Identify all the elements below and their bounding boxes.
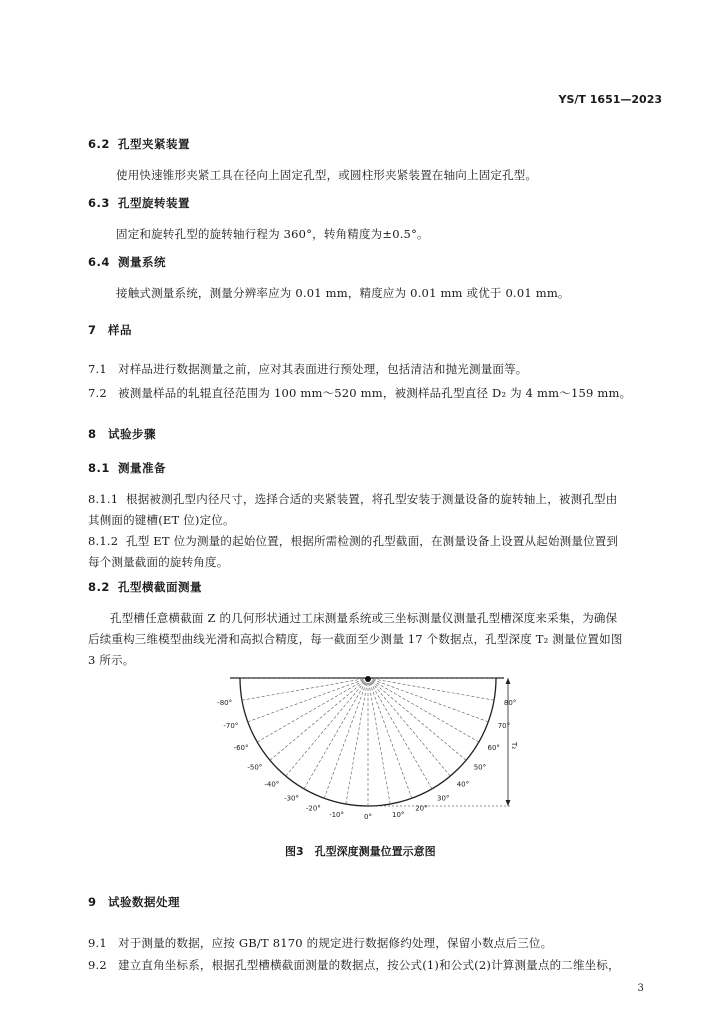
measurement-ray: [368, 678, 466, 760]
clause-number: 8.1.1: [88, 492, 119, 506]
section-8-1-heading: [88, 460, 166, 476]
clause-number: 9.1: [88, 936, 107, 950]
measurement-ray: [248, 678, 368, 722]
clause-text: 孔型 ET 位为测量的起始位置，根据所需检测的孔型截面，在测量设备上设置从起始测量位置到: [126, 534, 619, 548]
section-8-1-1-line2: 其侧面的键槽(ET 位)定位。: [88, 513, 235, 527]
angle-label: -60°: [233, 744, 249, 752]
section-number: 8: [88, 427, 97, 441]
section-6-3-text: 固定和旋转孔型的旋转轴行程为 360°，转角精度为±0.5°。: [116, 227, 429, 241]
depth-label: T₂: [510, 742, 518, 750]
section-8-1-1-line1: [88, 491, 617, 507]
section-number: 7: [88, 323, 97, 337]
section-title: 试验步骤: [108, 427, 156, 441]
arrow-head: [506, 678, 511, 684]
clause-text: 根据被测孔型内径尺寸，选择合适的夹紧装置，将孔型安装于测量设备的旋转轴上，被测孔型由: [126, 492, 618, 506]
measurement-ray: [324, 678, 368, 798]
angle-label: 50°: [473, 763, 487, 772]
figure-3-caption: 图3 孔型深度测量位置示意图: [285, 845, 436, 858]
arrow-head: [506, 800, 511, 806]
section-8-1-2-line1: [88, 533, 618, 549]
section-7-heading: [88, 322, 132, 338]
section-6-4-text: 接触式测量系统，测量分辨率应为 0.01 mm，精度应为 0.01 mm 或优于 0.01 mm。: [116, 286, 570, 300]
section-9-1-text: [88, 935, 552, 951]
section-8-2-heading: [88, 579, 202, 595]
section-6-2-text: 使用快速锥形夹紧工具在径向上固定孔型，或圆柱形夹紧装置在轴向上固定孔型。: [116, 168, 538, 182]
section-number: 6.2: [88, 137, 110, 151]
section-9-heading: [88, 894, 180, 910]
angle-label: 70°: [497, 722, 511, 731]
section-6-3-heading: [88, 195, 190, 211]
section-8-1-2-line2: 每个测量截面的旋转角度。: [88, 555, 229, 569]
clause-text: 对于测量的数据，应按 GB/T 8170 的规定进行数据修约处理，保留小数点后三位。: [118, 936, 553, 950]
angle-label: -80°: [217, 699, 233, 707]
angle-label: -40°: [264, 780, 280, 789]
section-8-2-line3: 3 所示。: [88, 653, 135, 667]
measurement-ray: [286, 678, 368, 776]
angle-label: -20°: [305, 804, 321, 813]
measurement-ray: [270, 678, 368, 760]
section-9-2-text: [88, 957, 620, 973]
section-8-heading: [88, 426, 156, 442]
section-title: 孔型旋转装置: [118, 196, 190, 210]
section-title: 测量准备: [118, 461, 166, 475]
section-6-4-heading: [88, 254, 166, 270]
angle-label: 0°: [364, 813, 372, 821]
measurement-ray: [368, 678, 450, 776]
angle-label: 60°: [487, 744, 500, 752]
section-number: 6.3: [88, 196, 110, 210]
angle-label: -30°: [284, 794, 299, 803]
standard-number: YS/T 1651—2023: [558, 93, 662, 106]
figure-3-diagram: [217, 668, 520, 821]
angle-label: 80°: [503, 699, 517, 707]
section-title: 测量系统: [118, 255, 166, 269]
measurement-ray: [368, 678, 488, 722]
angle-label: -70°: [223, 722, 239, 731]
clause-number: 8.1.2: [88, 534, 119, 548]
clause-number: 7.1: [88, 362, 107, 376]
section-title: 孔型横截面测量: [118, 580, 202, 594]
section-6-2-heading: [88, 136, 190, 152]
clause-text: 建立直角坐标系，根据孔型槽横截面测量的数据点，按公式(1)和公式(2)计算测量点的二维坐标，: [118, 958, 620, 972]
section-title: 样品: [108, 323, 132, 337]
section-number: 8.1: [88, 461, 110, 475]
section-7-2-text: [88, 385, 631, 401]
angle-label: -50°: [247, 763, 263, 772]
section-number: 9: [88, 895, 97, 909]
section-number: 6.4: [88, 255, 110, 269]
section-number: 8.2: [88, 580, 110, 594]
angle-label: 10°: [392, 810, 405, 819]
section-8-2-line1: 孔型槽任意横截面 Z 的几何形状通过工床测量系统或三坐标测量仪测量孔型槽深度来采集，为确保: [110, 611, 618, 625]
center-point: [365, 676, 371, 682]
section-8-2-line2: 后续重构三维模型曲线光滑和高拟合精度，每一截面至少测量 17 个数据点，孔型深度 T₂ 测量位置如图: [88, 632, 623, 646]
clause-text: 被测量样品的轧辊直径范围为 100 mm～520 mm，被测样品孔型直径 D₂ 为 4 mm～159 mm。: [118, 386, 632, 400]
clause-number: 9.2: [88, 958, 107, 972]
clause-text: 对样品进行数据测量之前，应对其表面进行预处理，包括清洁和抛光测量面等。: [118, 362, 528, 376]
section-7-1-text: [88, 361, 528, 377]
section-title: 孔型夹紧装置: [118, 137, 190, 151]
page-number: 3: [637, 983, 644, 994]
angle-label: 20°: [415, 804, 428, 813]
measurement-ray: [368, 678, 412, 798]
angle-label: 40°: [456, 780, 470, 789]
angle-label: -10°: [329, 810, 344, 819]
clause-number: 7.2: [88, 386, 107, 400]
section-title: 试验数据处理: [108, 895, 180, 909]
angle-label: 30°: [437, 794, 450, 803]
